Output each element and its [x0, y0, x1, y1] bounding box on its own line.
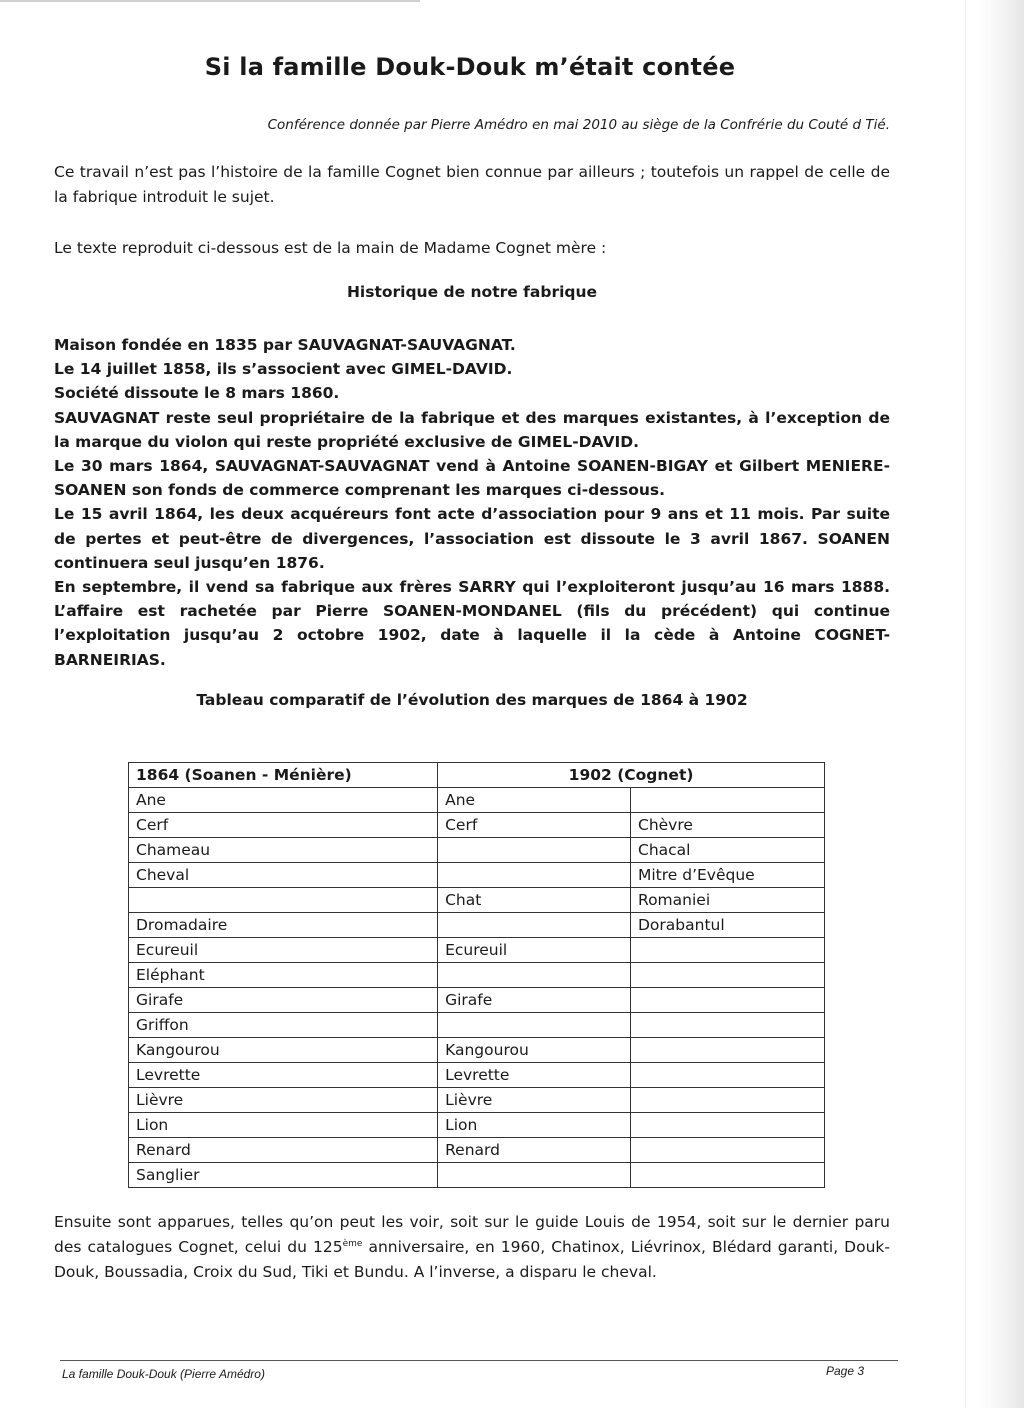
cell-1864: Eléphant [129, 963, 438, 988]
cell-1902-a [438, 1013, 631, 1038]
cell-1902-b: Chèvre [631, 813, 825, 838]
table-row [129, 788, 825, 813]
cell-1902-b [631, 788, 825, 813]
historique-section [54, 333, 890, 672]
cell-1902-b [631, 988, 825, 1013]
table-row [129, 988, 825, 1013]
historique-line: Société dissoute le 8 mars 1860. [54, 384, 340, 403]
cell-1902-a [438, 1163, 631, 1188]
cell-1902-b: Dorabantul [631, 913, 825, 938]
intro-paragraph: Ce travail n’est pas l’histoire de la famille Cognet bien connue par ailleurs ; toutefois un rappel de celle de la fabrique introduit le sujet. [54, 163, 890, 206]
document-subtitle: Conférence donnée par Pierre Amédro en mai 2010 au siège de la Confrérie du Couté d Tié. [267, 117, 890, 133]
cell-1902-b [631, 1063, 825, 1088]
cell-1902-a [438, 863, 631, 888]
table-row [129, 1113, 825, 1138]
historique-line: Le 30 mars 1864, SAUVAGNAT-SAUVAGNAT vend à Antoine SOANEN-BIGAY et Gilbert MENIERE-SOANEN son fonds de commerce comprenant les marques ci-dessous. [54, 457, 890, 500]
cell-1902-b [631, 1138, 825, 1163]
cell-1864: Chameau [129, 838, 438, 863]
cell-1864: Dromadaire [129, 913, 438, 938]
cell-1864: Lièvre [129, 1088, 438, 1113]
historique-line: Le 14 juillet 1858, ils s’associent avec GIMEL-DAVID. [54, 360, 513, 379]
historique-heading: Historique de notre fabrique [346, 283, 598, 301]
cell-1902-b [631, 1038, 825, 1063]
ensuite-paragraph [54, 1210, 890, 1285]
table-row [129, 813, 825, 838]
table-row [129, 838, 825, 863]
table-row [129, 1038, 825, 1063]
cell-1902-b [631, 1163, 825, 1188]
cell-1902-b [631, 1088, 825, 1113]
table-row [129, 913, 825, 938]
ensuite-text-2: anniversaire, en 1960, Chatinox, Liévrinox, Blédard garanti, Douk-Douk, Boussadia, Croix du Sud, Tiki et Bundu. A l’inverse, a disparu le cheval. [54, 1238, 890, 1281]
cell-1864: Griffon [129, 1013, 438, 1038]
marques-comparison-table [128, 762, 825, 1188]
table-row [129, 1088, 825, 1113]
cell-1864: Girafe [129, 988, 438, 1013]
cell-1864: Ane [129, 788, 438, 813]
ensuite-superscript: ème [342, 1238, 363, 1249]
historique-line: SAUVAGNAT reste seul propriétaire de la fabrique et des marques existantes, à l’exception de la marque du violon qui reste propriété exclusive de GIMEL-DAVID. [54, 408, 890, 451]
historique-line: Le 15 avril 1864, les deux acquéreurs font acte d’association pour 9 ans et 11 mois. Par suite de pertes et peut-être de divergences, l’association est dissoute le 3 avril 1867. SOANEN continuera seul jusqu’en 1876. [54, 505, 890, 572]
header-1902: 1902 (Cognet) [438, 763, 825, 788]
header-1864: 1864 (Soanen - Ménière) [129, 763, 438, 788]
cell-1902-b: Chacal [631, 838, 825, 863]
cell-1902-a: Lièvre [438, 1088, 631, 1113]
cell-1864: Lion [129, 1113, 438, 1138]
cell-1902-a: Kangourou [438, 1038, 631, 1063]
cell-1902-b [631, 938, 825, 963]
historique-line: Maison fondée en 1835 par SAUVAGNAT-SAUVAGNAT. [54, 336, 516, 354]
table-header-row [129, 763, 825, 788]
table-row [129, 938, 825, 963]
table-body [129, 788, 825, 1188]
footer-page-number: Page 3 [826, 1364, 865, 1378]
table-row [129, 1013, 825, 1038]
cell-1902-a: Girafe [438, 988, 631, 1013]
table-row [129, 863, 825, 888]
texte-intro-paragraph: Le texte reproduit ci-dessous est de la main de Madame Cognet mère : [54, 239, 607, 257]
cell-1864: Cheval [129, 863, 438, 888]
cell-1902-a: Renard [438, 1138, 631, 1163]
cell-1864: Sanglier [129, 1163, 438, 1188]
cell-1864: Renard [129, 1138, 438, 1163]
cell-1902-a: Lion [438, 1113, 631, 1138]
table-row [129, 963, 825, 988]
cell-1902-b: Mitre d’Evêque [631, 863, 825, 888]
table-row [129, 1063, 825, 1088]
cell-1902-a [438, 838, 631, 863]
tableau-heading: Tableau comparatif de l’évolution des marques de 1864 à 1902 [196, 691, 748, 709]
cell-1864: Cerf [129, 813, 438, 838]
footer-document-name: La famille Douk-Douk (Pierre Amédro) [62, 1367, 265, 1381]
scan-page-edge [978, 0, 1024, 1408]
table-row [129, 1163, 825, 1188]
table-row [129, 888, 825, 913]
footer-divider [60, 1360, 898, 1361]
cell-1902-a: Chat [438, 888, 631, 913]
historique-line: En septembre, il vend sa fabrique aux frères SARRY qui l’exploiteront jusqu’au 16 mars 1888. L’affaire est rachetée par Pierre SOANEN-MONDANEL (fils du précédent) qui continue l’exploitation jusqu’au 2 octobre 1902, date à laquelle il la cède à Antoine COGNET-BARNEIRIAS. [54, 578, 890, 669]
cell-1902-b [631, 1113, 825, 1138]
cell-1902-a: Ane [438, 788, 631, 813]
document-title: Si la famille Douk-Douk m’était contée [204, 53, 736, 81]
table-row [129, 1138, 825, 1163]
cell-1902-a [438, 913, 631, 938]
scan-top-edge [0, 0, 420, 2]
cell-1864: Kangourou [129, 1038, 438, 1063]
cell-1902-a [438, 963, 631, 988]
cell-1902-b [631, 963, 825, 988]
cell-1902-a: Cerf [438, 813, 631, 838]
scan-page-fold [965, 0, 966, 1408]
cell-1864: Ecureuil [129, 938, 438, 963]
cell-1902-b: Romaniei [631, 888, 825, 913]
ensuite-text-1: Ensuite sont apparues, telles qu’on peut les voir, soit sur le guide Louis de 1954, soit sur le dernier paru des catalogues Cognet, celui du 125 [54, 1213, 890, 1256]
cell-1902-a: Levrette [438, 1063, 631, 1088]
cell-1864: Levrette [129, 1063, 438, 1088]
cell-1864 [129, 888, 438, 913]
cell-1902-b [631, 1013, 825, 1038]
cell-1902-a: Ecureuil [438, 938, 631, 963]
